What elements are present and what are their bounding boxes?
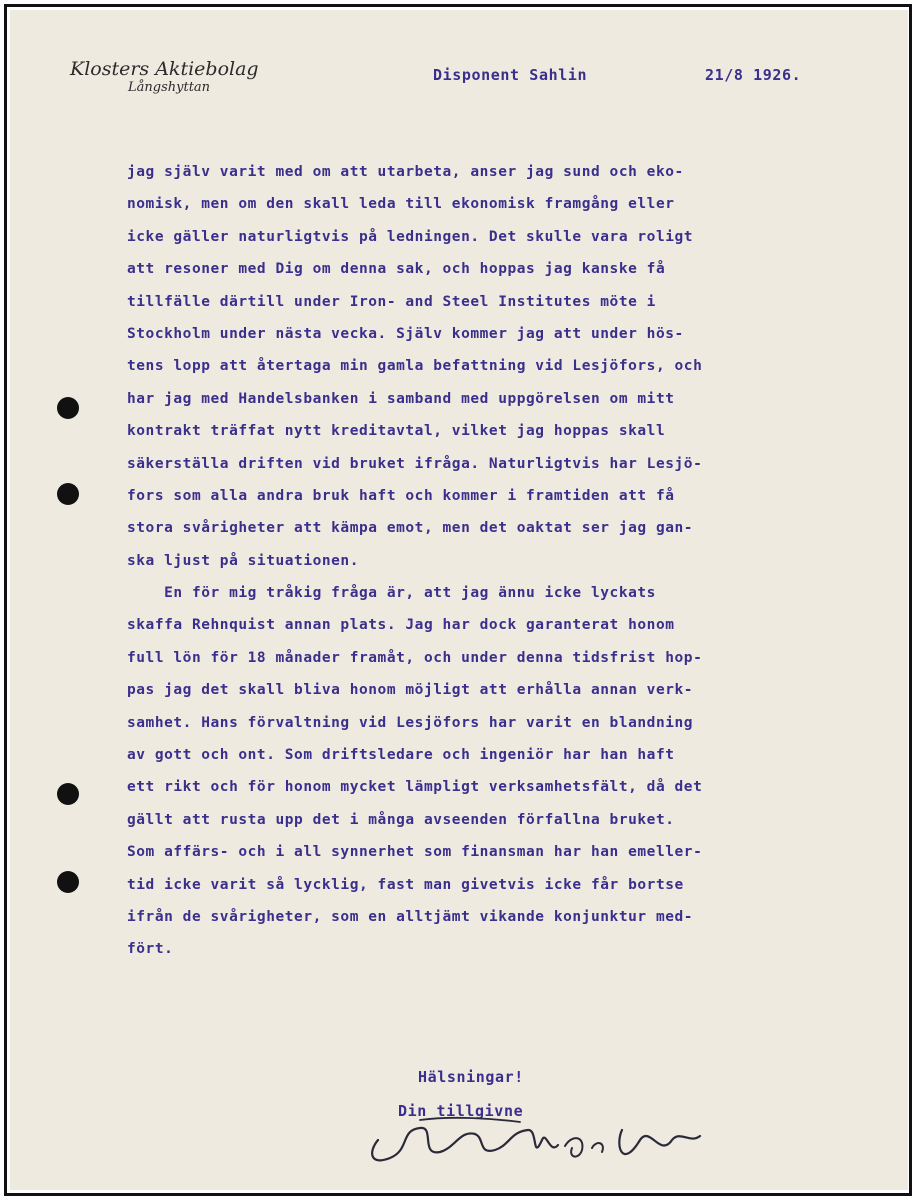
- body-line: gällt att rusta upp det i många avseenden förfallna bruket.: [127, 811, 675, 828]
- body-line: ifrån de svårigheter, som en alltjämt vikande konjunktur med-: [127, 908, 694, 925]
- handwritten-signature: [360, 1100, 720, 1180]
- body-line: av gott och ont. Som driftsledare och ingeniör har han haft: [127, 747, 675, 764]
- body-line: pas jag det skall bliva honom möjligt att erhålla annan verk-: [127, 682, 694, 699]
- body-line: Som affärs- och i all synnerhet som finansman har han emeller-: [127, 844, 703, 861]
- punch-hole: [57, 483, 79, 505]
- body-line: kontrakt träffat nytt kreditavtal, vilket jag hoppas skall: [127, 423, 666, 440]
- body-line: ska ljust på situationen.: [127, 552, 359, 569]
- body-line: stora svårigheter att kämpa emot, men det oaktat ser jag gan-: [127, 520, 694, 537]
- recipient: Disponent Sahlin: [433, 66, 588, 84]
- body-line: full lön för 18 månader framåt, och under denna tidsfrist hop-: [127, 649, 703, 666]
- punch-hole: [57, 871, 79, 893]
- letter-date: 21/8 1926.: [705, 66, 802, 84]
- body-line: fört.: [127, 941, 174, 958]
- body-line: fors som alla andra bruk haft och kommer i framtiden att få: [127, 487, 675, 504]
- body-line: att resoner med Dig om denna sak, och hoppas jag kanske få: [127, 261, 666, 278]
- body-line: samhet. Hans förvaltning vid Lesjöfors har varit en blandning: [127, 714, 694, 731]
- body-line: En för mig tråkig fråga är, att jag ännu icke lyckats: [127, 585, 656, 602]
- body-line: säkerställa driften vid bruket ifråga. Naturligtvis har Lesjö-: [127, 455, 703, 472]
- letterhead-company: Klosters Aktiebolag: [70, 58, 259, 80]
- body-line: jag själv varit med om att utarbeta, anser jag sund och eko-: [127, 164, 684, 180]
- body-line: tid icke varit så lycklig, fast man givetvis icke får bortse: [127, 876, 684, 893]
- punch-hole: [57, 783, 79, 805]
- letterhead: [70, 58, 259, 95]
- closing-greeting: Hälsningar!: [418, 1068, 524, 1086]
- body-line: tens lopp att återtaga min gamla befattning vid Lesjöfors, och: [127, 358, 703, 375]
- letterhead-place: Långshyttan: [128, 80, 211, 95]
- body-line: tillfälle därtill under Iron- and Steel Institutes möte i: [127, 293, 656, 310]
- body-line: skaffa Rehnquist annan plats. Jag har dock garanterat honom: [127, 617, 675, 634]
- body-line: icke gäller naturligtvis på ledningen. Det skulle vara roligt: [127, 228, 694, 245]
- body-line: nomisk, men om den skall leda till ekonomisk framgång eller: [127, 196, 675, 213]
- letter-body: [127, 156, 827, 966]
- body-line: ett rikt och för honom mycket lämpligt verksamhetsfält, då det: [127, 779, 703, 796]
- body-line: Stockholm under nästa vecka. Själv kommer jag att under hös-: [127, 325, 684, 342]
- punch-hole: [57, 397, 79, 419]
- closing-valediction: Din tillgivne: [398, 1102, 524, 1120]
- body-line: har jag med Handelsbanken i samband med uppgörelsen om mitt: [127, 390, 675, 407]
